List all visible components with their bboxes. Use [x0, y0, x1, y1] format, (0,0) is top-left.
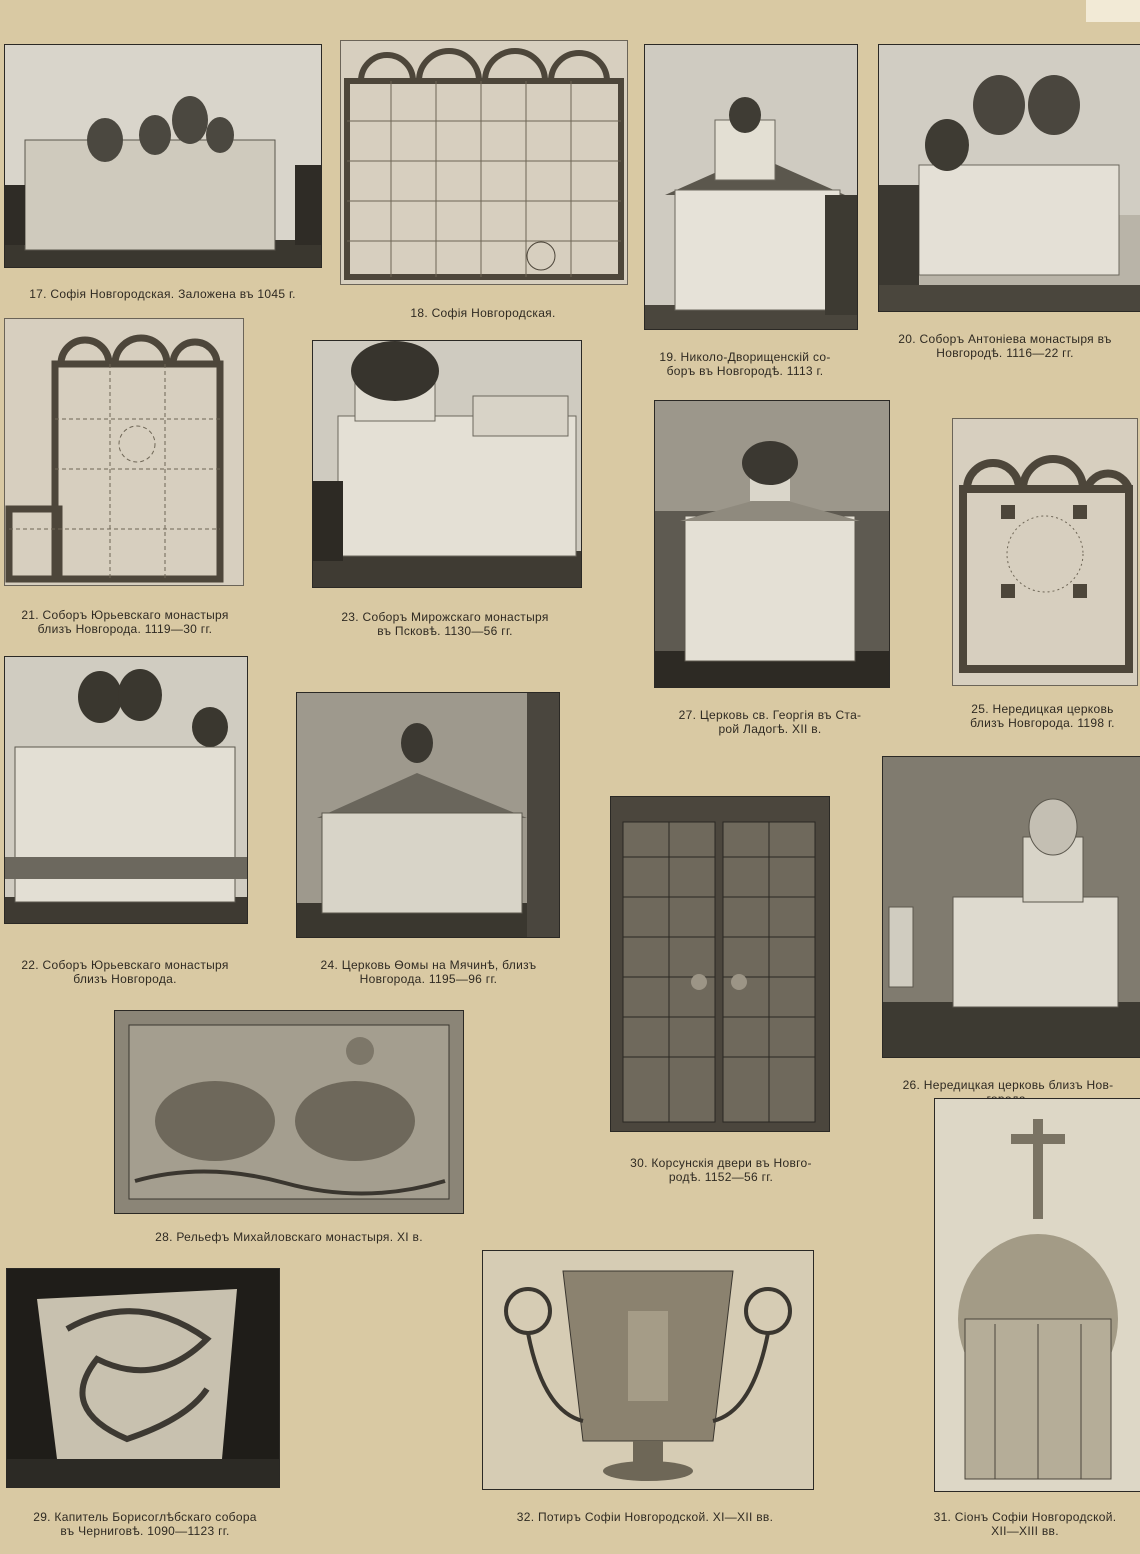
caption-line: 31. Сіонъ Софіи Новгородской. — [933, 1510, 1117, 1524]
photo-nereditsa-church — [882, 756, 1140, 1058]
caption-line: 30. Корсунскія двери въ Новго- — [630, 1156, 812, 1170]
caption-fig32 — [470, 1510, 820, 1524]
caption-fig23 — [300, 610, 590, 638]
caption-line: 27. Церковь св. Георгія въ Ста- — [678, 708, 862, 722]
caption-line: въ Черниговѣ. 1090—1123 гг. — [60, 1524, 230, 1538]
caption-line: Новгорода. 1195—96 гг. — [359, 972, 498, 986]
caption-line: 22. Соборъ Юрьевскаго монастыря — [21, 958, 229, 972]
caption-line: 25. Нередицкая церковь — [971, 702, 1114, 716]
caption-line: 32. Потиръ Софіи Новгородской. XI—XII вв. — [516, 1510, 774, 1524]
page-edge-strip — [1086, 0, 1140, 22]
caption-fig28 — [104, 1230, 474, 1244]
caption-line: близъ Новгорода. 1198 г. — [970, 716, 1115, 730]
photo-yuriev-monastery-cathedral — [4, 656, 248, 924]
caption-line: 28. Рельефъ Михайловскаго монастыря. XI в. — [155, 1230, 423, 1244]
caption-fig19 — [630, 350, 860, 378]
photo-st-george-staraya-ladoga — [654, 400, 890, 688]
caption-line: рой Ладогѣ. XII в. — [718, 722, 822, 736]
caption-fig25 — [945, 702, 1140, 730]
caption-line: 20. Соборъ Антоніева монастыря въ — [898, 332, 1112, 346]
caption-fig24 — [286, 958, 571, 986]
photo-relief-mikhailovsky-monastery — [114, 1010, 464, 1214]
plan-sofia-novgorod — [340, 40, 628, 285]
caption-fig27 — [640, 708, 900, 736]
caption-fig29 — [0, 1510, 290, 1538]
caption-line: въ Псковѣ. 1130—56 гг. — [377, 624, 513, 638]
caption-fig21 — [0, 608, 250, 636]
caption-fig30 — [596, 1156, 846, 1184]
caption-line: родѣ. 1152—56 гг. — [668, 1170, 774, 1184]
photo-chalice-sofia-novgorod — [482, 1250, 814, 1490]
caption-line: 21. Соборъ Юрьевскаго монастыря — [21, 608, 229, 622]
caption-fig22 — [0, 958, 250, 986]
caption-line: 19. Николо-Дворищенскій со- — [659, 350, 831, 364]
plan-yuriev-monastery — [4, 318, 244, 586]
caption-line: 23. Соборъ Мирожскаго монастыря — [341, 610, 549, 624]
caption-fig18 — [340, 306, 626, 320]
photo-church-of-thomas-myachino — [296, 692, 560, 938]
caption-line: 29. Капитель Борисоглѣбскаго собора — [33, 1510, 257, 1524]
caption-line: 26. Нередицкая церковь близъ Нов- — [902, 1078, 1114, 1092]
caption-line: боръ въ Новгородѣ. 1113 г. — [666, 364, 824, 378]
photo-korsun-doors — [610, 796, 830, 1132]
plan-nereditsa-church — [952, 418, 1138, 686]
caption-line: XII—XIII вв. — [991, 1524, 1059, 1538]
photo-antoniev-monastery — [878, 44, 1140, 312]
caption-fig20 — [870, 332, 1140, 360]
photo-capital-borisoglebsky-cathedral — [6, 1268, 280, 1488]
photo-mirozhsky-monastery — [312, 340, 582, 588]
caption-line: близъ Новгорода. 1119—30 гг. — [37, 622, 213, 636]
photo-sofia-novgorod — [4, 44, 322, 268]
photo-zion-sofia-novgorod — [934, 1098, 1140, 1492]
caption-line: 18. Софія Новгородская. — [410, 306, 556, 320]
caption-line: 24. Церковь Ѳомы на Мячинѣ, близъ — [320, 958, 537, 972]
caption-line: 17. Софія Новгородская. Заложена въ 1045 г. — [29, 287, 296, 301]
caption-line: близъ Новгорода. — [73, 972, 177, 986]
photo-nikolo-dvorishchensky — [644, 44, 858, 330]
caption-fig31 — [910, 1510, 1140, 1538]
caption-fig17 — [0, 287, 325, 301]
caption-line: Новгородѣ. 1116—22 гг. — [936, 346, 1074, 360]
